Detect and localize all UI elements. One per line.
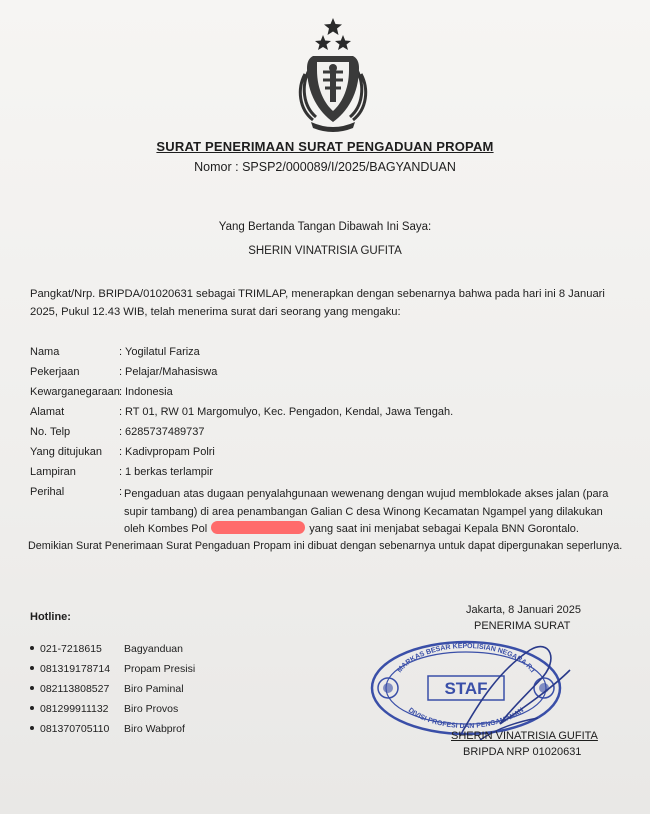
field-separator: :: [119, 446, 123, 458]
officer-name: SHERIN VINATRISIA GUFITA: [248, 245, 402, 257]
stamp-center-text: STAF: [444, 679, 488, 698]
hotline-item: [30, 702, 195, 722]
field-separator: :: [119, 406, 123, 418]
field-value: 6285737489737: [125, 426, 205, 438]
field-separator: :: [119, 386, 123, 398]
hotline-item: [30, 722, 195, 742]
perihal-part-2: yang saat ini menjabat sebagai Kepala BNN Gorontalo.: [309, 523, 579, 535]
field-label: Pekerjaan: [30, 366, 80, 378]
hotline-item: [30, 642, 195, 662]
document-number: Nomor : SPSP2/000089/I/2025/BAGYANDUAN: [194, 160, 456, 174]
star-top-icon: [324, 18, 342, 35]
field-separator: :: [119, 346, 123, 358]
field-label: Alamat: [30, 406, 65, 418]
hotline-item: [30, 682, 195, 702]
field-label: Nama: [30, 346, 60, 358]
bullet-icon: [30, 666, 34, 670]
field-separator: :: [119, 366, 123, 378]
bullet-icon: [30, 726, 34, 730]
bullet-icon: [30, 706, 34, 710]
signature-name: SHERIN VINATRISIA GUFITA: [451, 730, 598, 742]
field-value: 1 berkas terlampir: [125, 466, 214, 478]
hotline-number: 081370705110: [40, 723, 110, 735]
field-label: Perihal: [30, 486, 65, 498]
hotline-label: Bagyanduan: [124, 643, 183, 655]
hotline-label: Biro Wabprof: [124, 723, 185, 735]
hotline-label: Propam Presisi: [124, 663, 196, 675]
field-separator: :: [119, 426, 123, 438]
perihal-text: [124, 486, 624, 539]
field-value: Pelajar/Mahasiswa: [125, 366, 218, 378]
field-label: No. Telp: [30, 426, 71, 438]
hotline-number: 082113808527: [40, 683, 110, 695]
hotline-item: [30, 662, 195, 682]
closing-statement: Demikian Surat Penerimaan Surat Pengaduan Propam ini dibuat dengan sebenarnya untuk dapat dipergunakan seperlunya.: [28, 540, 623, 552]
police-emblem-icon: [283, 14, 383, 132]
stamp-bottom-text: DIVISI PROFESI DAN PENGAMANAN: [406, 706, 526, 731]
field-label: Yang ditujukan: [30, 446, 102, 458]
signature-nrp: BRIPDA NRP 01020631: [463, 746, 582, 758]
hotline-title: Hotline:: [30, 611, 71, 623]
redaction-mark: [211, 521, 305, 534]
bullet-icon: [30, 646, 34, 650]
field-value: Indonesia: [125, 386, 173, 398]
hotline-number: 021-7218615: [40, 643, 102, 655]
document-title: SURAT PENERIMAAN SURAT PENGADUAN PROPAM: [156, 139, 494, 154]
field-label: Kewarganegaraan: [30, 386, 120, 398]
intro-line: Yang Bertanda Tangan Dibawah Ini Saya:: [218, 221, 432, 233]
statement-paragraph: Pangkat/Nrp. BRIPDA/01020631 sebagai TRIMLAP, menerapkan dengan sebenarnya bahwa pada hari ini 8 Januari 2025, Pukul 12.43 WIB, telah menerima surat dari seorang yang mengaku:: [30, 288, 605, 318]
signature-role: PENERIMA SURAT: [474, 620, 571, 632]
star-right-icon: [335, 35, 351, 50]
hotline-label: Biro Paminal: [124, 683, 184, 695]
hotline-list: [30, 642, 195, 742]
perihal-part-1: Pengaduan atas dugaan penyalahgunaan wewenang dengan wujud memblokade akses jalan (para supir tambang) di area penambangan Galian C desa Winong Kecamatan Ngampel yang dilakukan oleh Kombes Pol: [124, 488, 609, 535]
stamp-top-text: MARKAS BESAR KEPOLISIAN NEGARA R.I: [396, 642, 536, 675]
field-label: Lampiran: [30, 466, 76, 478]
hotline-label: Biro Provos: [124, 703, 179, 715]
field-separator: :: [119, 486, 123, 498]
hotline-number: 081319178714: [40, 663, 111, 675]
field-value: Yogilatul Fariza: [125, 346, 200, 358]
signature-date: Jakarta, 8 Januari 2025: [466, 604, 581, 616]
star-left-icon: [315, 35, 331, 50]
hotline-number: 081299911132: [40, 703, 109, 715]
field-value: Kadivpropam Polri: [125, 446, 215, 458]
bullet-icon: [30, 686, 34, 690]
field-value: RT 01, RW 01 Margomulyo, Kec. Pengadon, Kendal, Jawa Tengah.: [125, 406, 454, 418]
field-separator: :: [119, 466, 123, 478]
